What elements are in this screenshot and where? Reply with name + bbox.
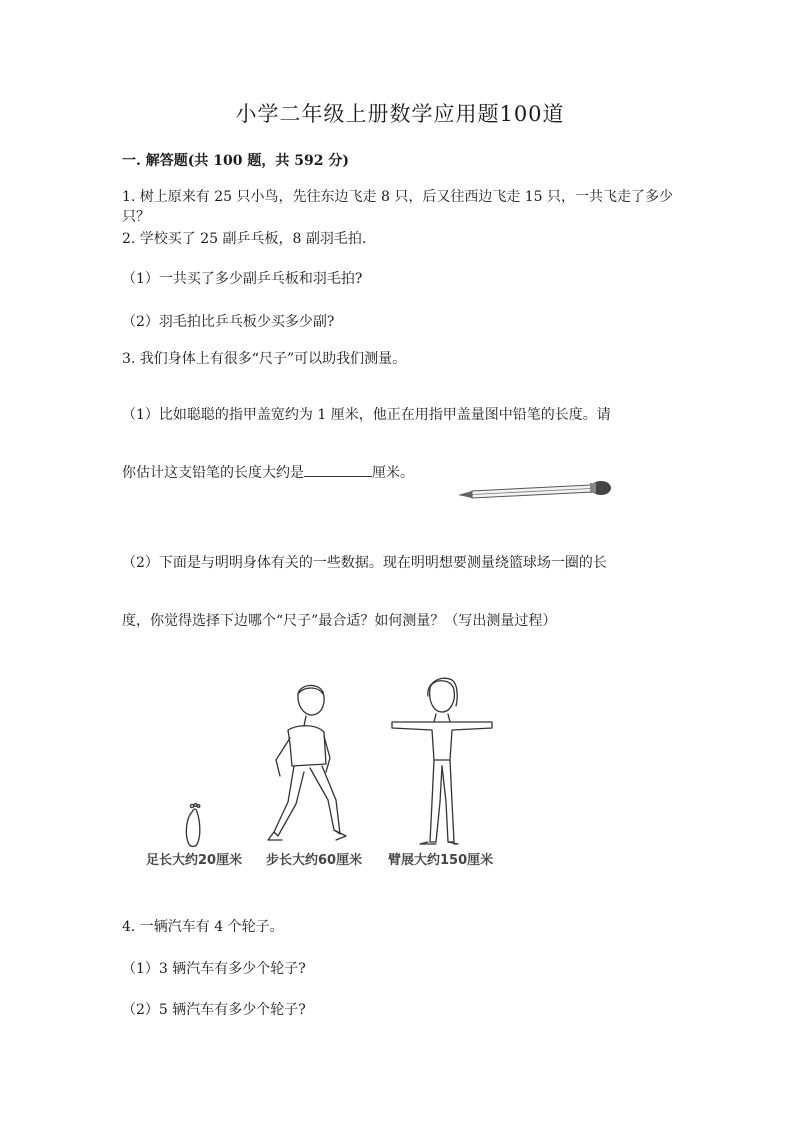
question-2: 2. 学校买了 25 副乒乓板，8 副羽毛拍. [122,231,367,247]
answer-unit: 厘米。 [372,465,414,481]
question-4: 4. 一辆汽车有 4 个轮子。 [122,919,284,935]
caption-foot-length: 足长大约20厘米 [146,853,243,868]
question-3-part-2-line-1: （2）下面是与明明身体有关的一些数据。现在明明想要测量绕篮球场一圈的长 [122,555,607,571]
question-3-part-2-line-2: 度，你觉得选择下边哪个“尺子”最合适？如何测量？（写出测量过程） [122,613,557,629]
question-2-part-1: （1）一共买了多少副乒乓板和羽毛拍? [122,271,363,287]
body-measurement-figure [140,672,520,882]
pencil-illustration [456,478,616,504]
section-heading: 一. 解答题(共 100 题，共 592 分) [122,153,349,169]
standing-girl-icon [392,678,492,844]
question-2-part-2: （2）羽毛拍比乒乓板少买多少副? [122,314,335,330]
question-4-part-1: （1）3 辆汽车有多少个轮子? [122,961,306,977]
question-3-part-1-line-2 [122,462,414,482]
page-title: 小学二年级上册数学应用题100道 [235,102,565,126]
question-3: 3. 我们身体上有很多“尺子”可以助我们测量。 [122,351,407,367]
question-3-part-1-line-1: （1）比如聪聪的指甲盖宽约为 1 厘米，他正在用指甲盖量图中铅笔的长度。请 [122,407,611,423]
question-1: 1. 树上原来有 25 只小鸟，先往东边飞走 8 只，后又往西边飞走 15 只，一共飞走了多少只？ [122,189,674,225]
footprint-icon [186,804,199,847]
answer-prompt: 你估计这支铅笔的长度大约是 [122,465,304,481]
walking-boy-icon [268,685,346,840]
caption-step-length: 步长大约60厘米 [266,853,363,868]
caption-arm-span: 臂展大约150厘米 [388,853,494,868]
answer-blank[interactable] [304,464,372,477]
question-4-part-2: （2）5 辆汽车有多少个轮子? [122,1002,306,1018]
